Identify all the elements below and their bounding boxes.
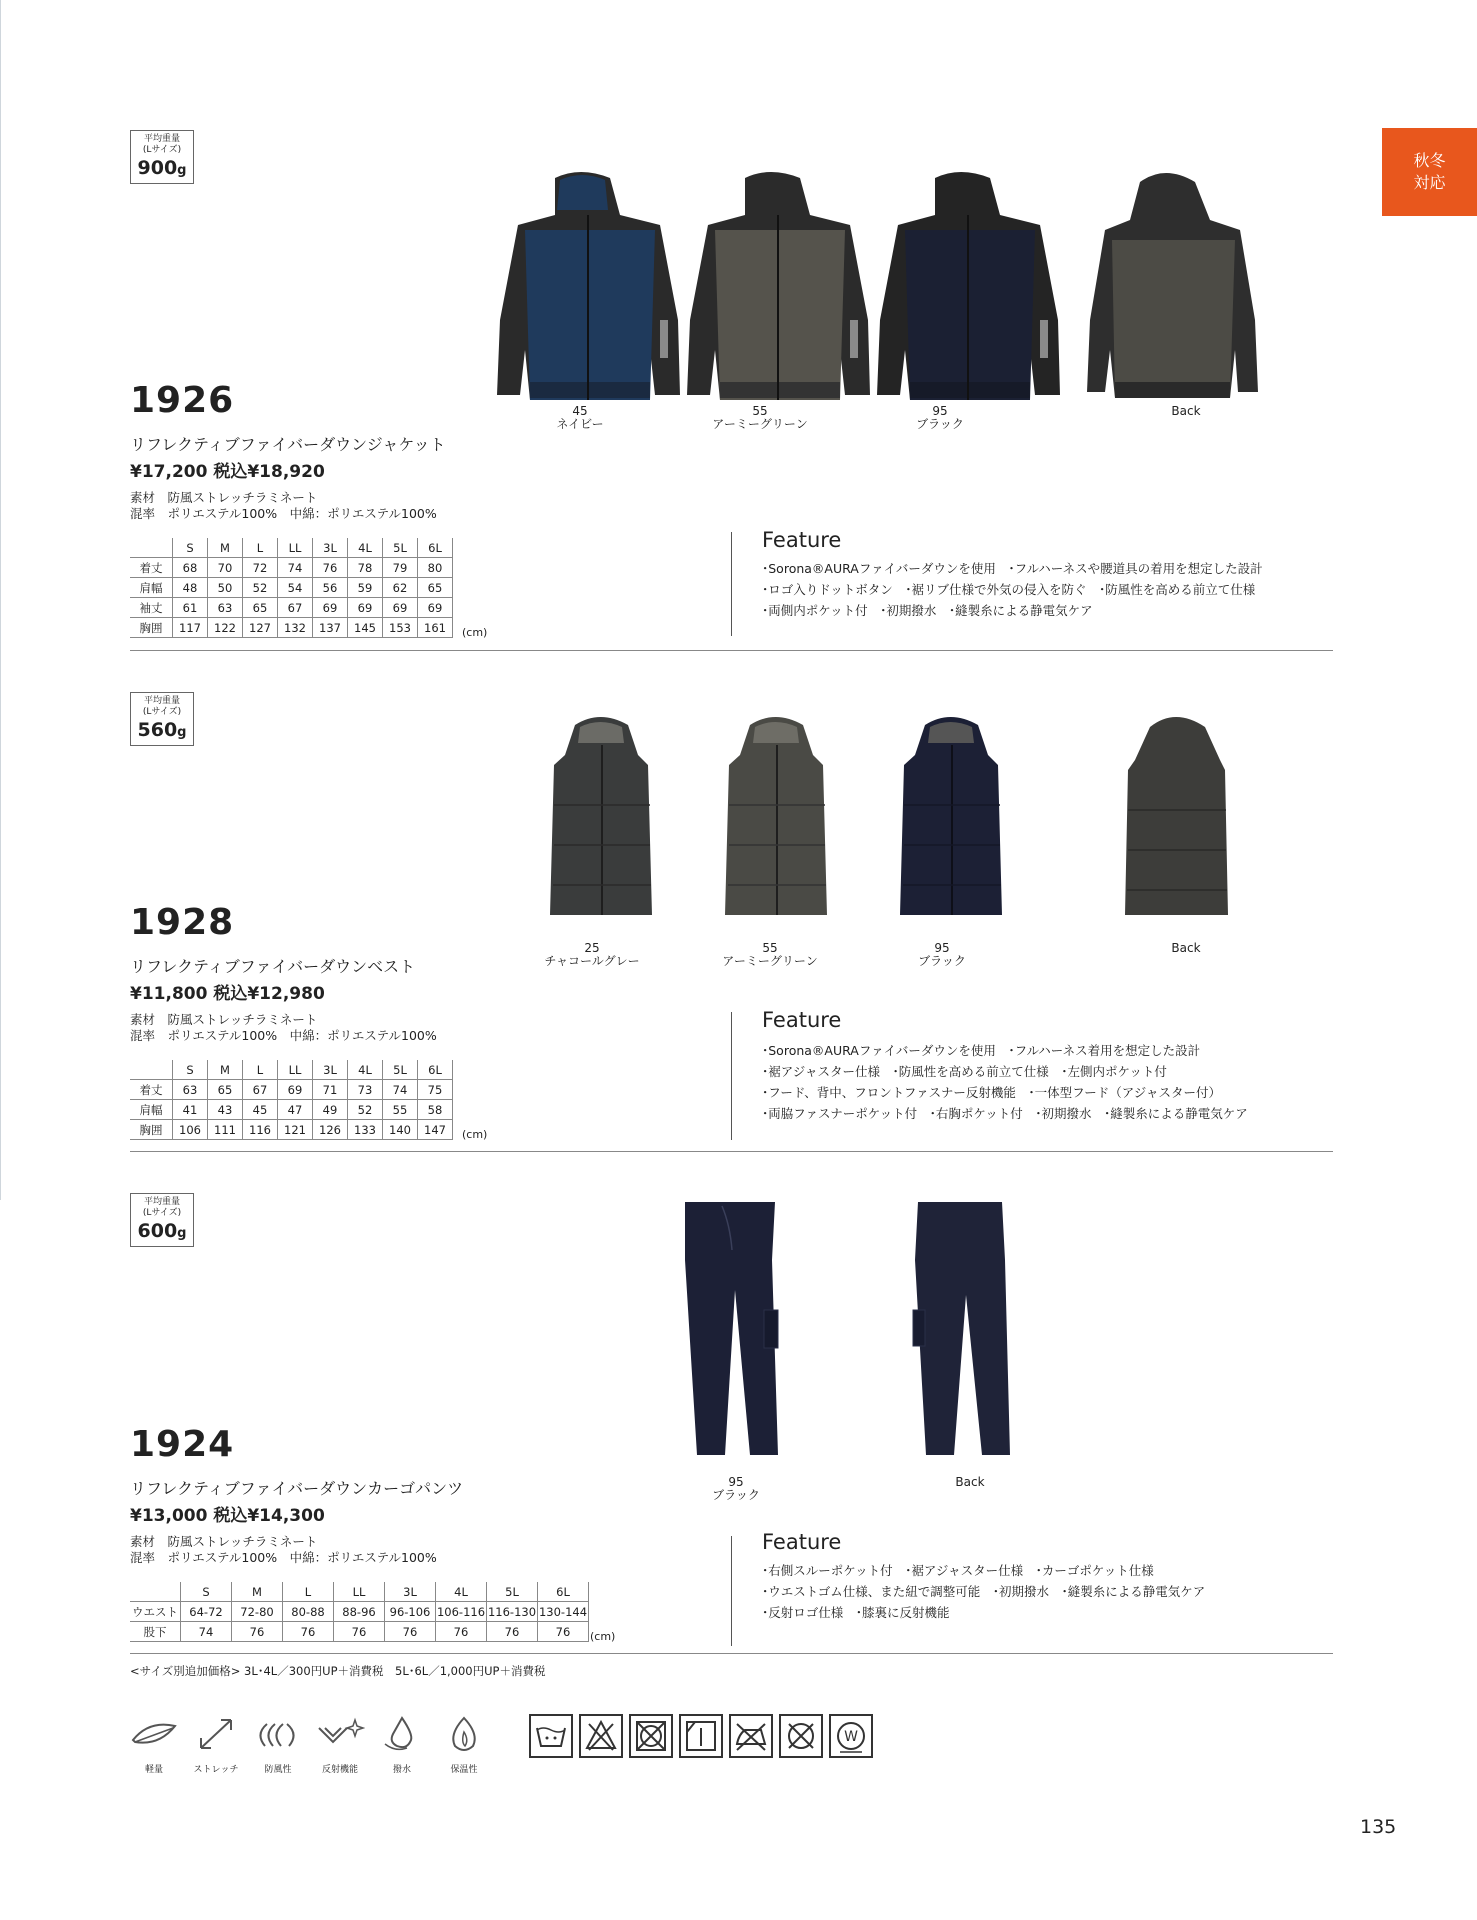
feature-list [762, 558, 1263, 621]
weight-label: 平均重量 (Lサイズ) [142, 1197, 182, 1218]
product-price: ¥11,800 税込¥12,980 [130, 984, 325, 1004]
wet-clean-icon [829, 1714, 873, 1758]
feature-list [762, 1040, 1248, 1124]
water-drop-icon: 撥水 [376, 1716, 428, 1775]
feather-icon: 軽量 [128, 1716, 180, 1775]
color-label-back: Back [955, 1475, 985, 1489]
weight-label: 平均重量 (Lサイズ) [142, 134, 182, 155]
no-dry-clean-icon [779, 1714, 823, 1758]
weight-value: 560g [137, 719, 187, 741]
feature-title: Feature [762, 1008, 842, 1032]
feature-divider [731, 532, 732, 636]
model-number: 1926 [130, 380, 235, 421]
no-iron-icon [729, 1714, 773, 1758]
feature-item: ･右側スルーポケット付 ･裾アジャスター仕様 ･カーゴポケット仕様 [762, 1563, 1154, 1578]
reflective-icon: 反射機能 [314, 1716, 366, 1775]
season-tab-line-1: 秋冬 [1413, 151, 1446, 170]
feature-title: Feature [762, 528, 842, 552]
size-price-note: <サイズ別追加価格> 3L･4L／300円UP＋消費税 5L･6L／1,000円UP＋消費税 [130, 1664, 546, 1678]
color-label-95: 95 ブラック [712, 1475, 760, 1502]
size-row: 肩幅 41 43 45 47 49 52 55 58 [130, 1100, 453, 1120]
jacket-army-green [687, 172, 870, 400]
size-row: 胸囲 117 122 127 132 137 145 153 161 [130, 618, 453, 638]
jacket-back [1087, 173, 1258, 398]
model-number: 1924 [130, 1424, 235, 1465]
product-name: リフレクティブファイバーダウンジャケット [130, 435, 446, 454]
line-dry-icon [679, 1714, 723, 1758]
unit-label: (cm) [462, 1128, 488, 1141]
pants-black [685, 1202, 778, 1455]
no-tumble-dry-icon [629, 1714, 673, 1758]
pants-images [680, 1200, 1040, 1460]
vest-charcoal-gray [550, 717, 652, 915]
feature-item: ･裾アジャスター仕様 ･防風性を高める前立て仕様 ･左側内ポケット付 [762, 1064, 1167, 1079]
material-info: 素材 防風ストレッチラミネート 混率 ポリエステル100% 中綿：ポリエステル100% [130, 1012, 437, 1043]
weight-badge [130, 1193, 194, 1247]
section-divider [130, 650, 1333, 651]
feature-item: ･両脇ファスナーポケット付 ･右胸ポケット付 ･初期撥水 ･縫製糸による静電気ケア [762, 1106, 1248, 1121]
vest-images [530, 715, 1250, 920]
section-divider [130, 1653, 1333, 1654]
season-tab [1382, 128, 1477, 216]
product-name: リフレクティブファイバーダウンカーゴパンツ [130, 1479, 464, 1498]
color-label-back: Back [1171, 941, 1201, 955]
color-label-55: 55 アーミーグリーン [712, 404, 808, 431]
season-tab-line-2: 対応 [1413, 173, 1446, 192]
jacket-navy [497, 172, 680, 400]
wash-40-icon [529, 1714, 573, 1758]
material-info: 素材 防風ストレッチラミネート 混率 ポリエステル100% 中綿：ポリエステル100% [130, 490, 437, 521]
pants-back [913, 1202, 1010, 1455]
size-row: ウエスト 64-72 72-80 80-88 88-96 96-106 106-116 116-130 130-144 [130, 1602, 589, 1622]
vest-army-green [725, 717, 827, 915]
size-row: 股下 74 76 76 76 76 76 76 76 [130, 1622, 589, 1642]
material-info: 素材 防風ストレッチラミネート 混率 ポリエステル100% 中綿：ポリエステル100% [130, 1534, 437, 1565]
size-row: 肩幅 48 50 52 54 56 59 62 65 [130, 578, 453, 598]
stretch-arrows-icon: ストレッチ [190, 1716, 242, 1775]
feature-item: ･Sorona®AURAファイバーダウンを使用 ･フルハーネスや腰道具の着用を想定した設計 [762, 561, 1263, 576]
page-edge-line [0, 0, 1, 1200]
jacket-black [877, 172, 1060, 400]
product-name: リフレクティブファイバーダウンベスト [130, 957, 416, 976]
vest-back [1125, 717, 1228, 915]
color-label-95: 95 ブラック [916, 404, 964, 431]
size-table [130, 1060, 453, 1140]
unit-label: (cm) [590, 1630, 616, 1643]
jacket-images [490, 170, 1290, 400]
size-table [130, 1582, 589, 1642]
feature-item: ･ウエストゴム仕様、また紐で調整可能 ･初期撥水 ･縫製糸による静電気ケア [762, 1584, 1206, 1599]
color-label-95: 95 ブラック [918, 941, 966, 968]
size-row: 袖丈 61 63 65 67 69 69 69 69 [130, 598, 453, 618]
model-number: 1928 [130, 902, 235, 943]
feature-item: ･反射ロゴ仕様 ･膝裏に反射機能 [762, 1605, 950, 1620]
feature-list [762, 1560, 1205, 1623]
no-bleach-icon [579, 1714, 623, 1758]
weight-badge [130, 692, 194, 746]
color-label-45: 45 ネイビー [556, 404, 604, 431]
feature-title: Feature [762, 1530, 842, 1554]
size-header-row: S M L LL 3L 4L 5L 6L [130, 1060, 453, 1080]
feature-divider [731, 1012, 732, 1140]
flame-icon: 保温性 [438, 1716, 490, 1775]
color-label-55: 55 アーミーグリーン [722, 941, 818, 968]
size-row: 着丈 63 65 67 69 71 73 74 75 [130, 1080, 453, 1100]
weight-label: 平均重量 (Lサイズ) [142, 696, 182, 717]
product-price: ¥17,200 税込¥18,920 [130, 462, 325, 482]
color-label-back: Back [1171, 404, 1201, 418]
size-row: 胸囲 106 111 116 121 126 133 140 147 [130, 1120, 453, 1140]
color-label-25: 25 チャコールグレー [544, 941, 640, 968]
feature-item: ･フード、背中、フロントファスナー反射機能 ･一体型フード（アジャスター付） [762, 1085, 1222, 1100]
weight-badge [130, 130, 194, 184]
page-number: 135 [1360, 1816, 1397, 1838]
product-price: ¥13,000 税込¥14,300 [130, 1506, 325, 1526]
section-divider [130, 1151, 1333, 1152]
feature-item: ･両側内ポケット付 ･初期撥水 ･縫製糸による静電気ケア [762, 603, 1093, 618]
weight-value: 600g [137, 1220, 187, 1242]
wind-icon: 防風性 [252, 1716, 304, 1775]
size-table [130, 538, 453, 638]
size-header-row: S M L LL 3L 4L 5L 6L [130, 1582, 589, 1602]
vest-black [900, 717, 1002, 915]
weight-value: 900g [137, 157, 187, 179]
svg-text:W: W [844, 1729, 858, 1745]
unit-label: (cm) [462, 626, 488, 639]
feature-item: ･ロゴ入りドットボタン ･裾リブ仕様で外気の侵入を防ぐ ･防風性を高める前立て仕様 [762, 582, 1256, 597]
feature-divider [731, 1536, 732, 1646]
feature-item: ･Sorona®AURAファイバーダウンを使用 ･フルハーネス着用を想定した設計 [762, 1043, 1201, 1058]
size-row: 着丈 68 70 72 74 76 78 79 80 [130, 558, 453, 578]
size-header-row: S M L LL 3L 4L 5L 6L [130, 538, 453, 558]
